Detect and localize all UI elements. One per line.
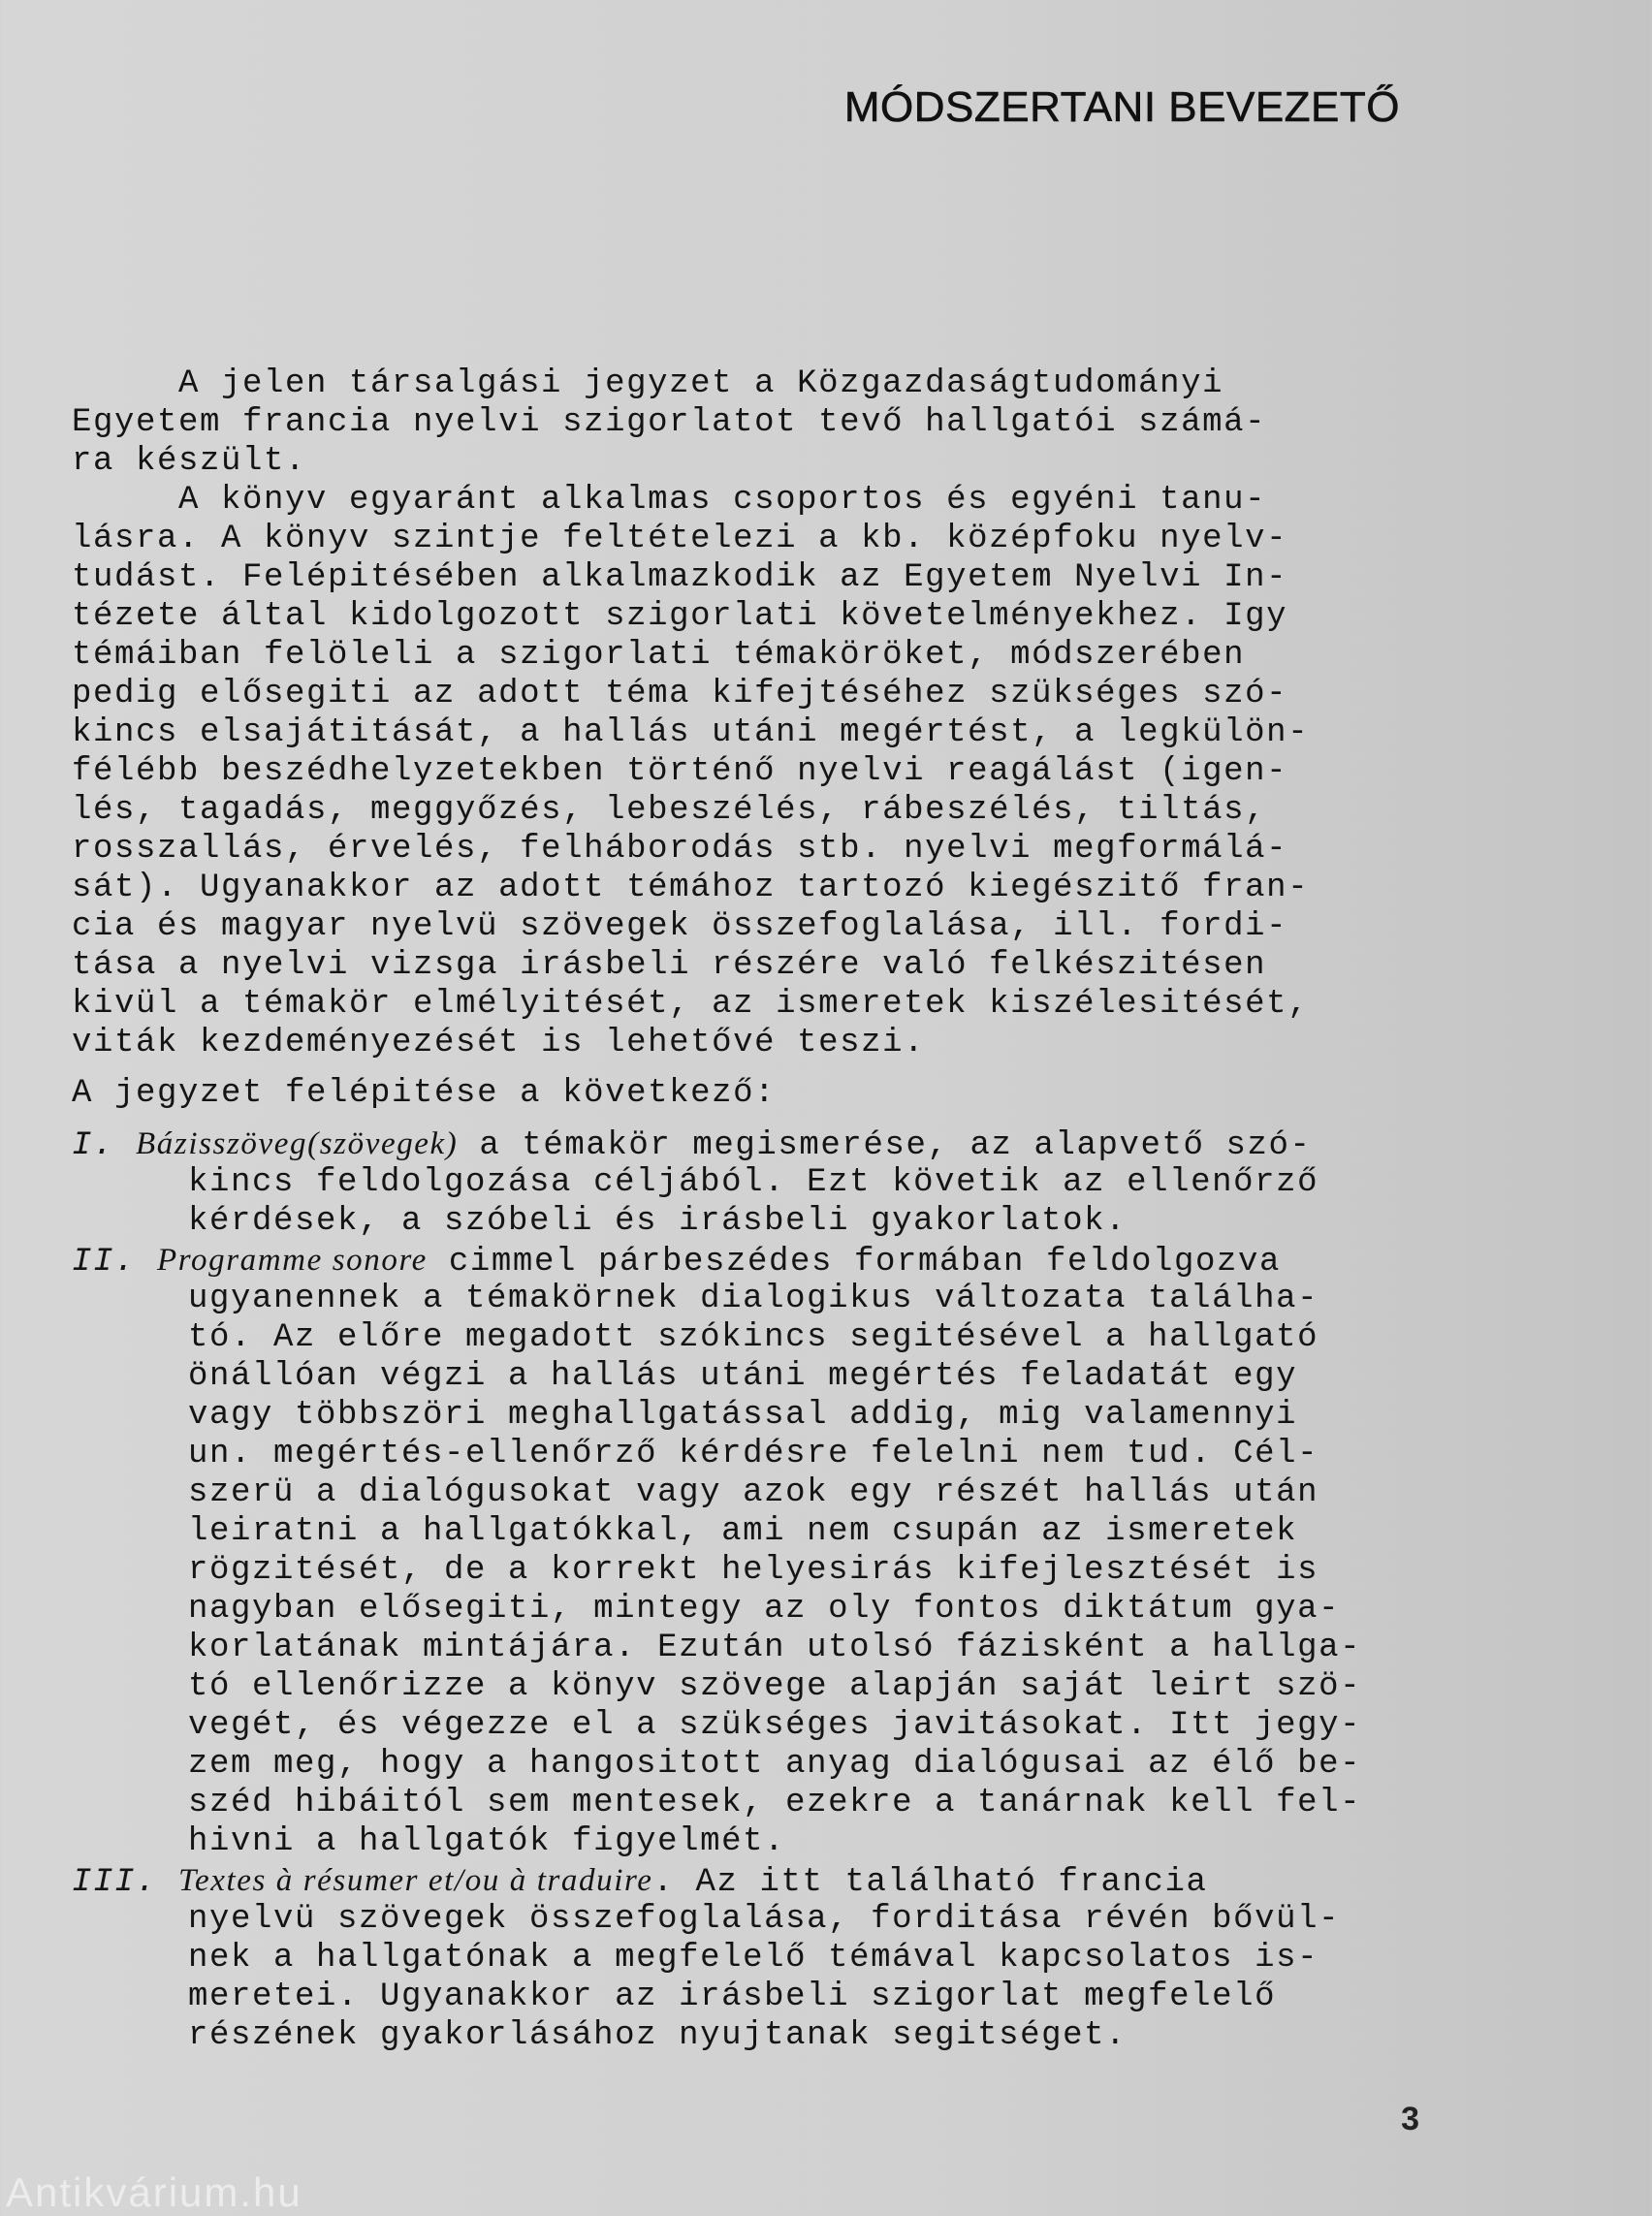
text-line: sát). Ugyanakkor az adott témához tartozó kiegészitő fran- [72,870,1310,906]
text-line: kincs feldolgozása céljából. Ezt követik az ellenőrző [188,1164,1319,1201]
text-line: nek a hallgatónak a megfelelő témával kapcsolatos is- [188,1940,1319,1977]
list-item-title: Programme sonore [157,1243,428,1278]
text-line: félébb beszédhelyzetekben történő nyelvi reagálást (igen- [72,753,1288,790]
text-line: vagy többszöri meghallgatással addig, mig valamennyi [188,1397,1298,1434]
text-line: viták kezdeményezését is lehetővé teszi. [72,1025,926,1061]
text-line: rögzitését, de a korrekt helyesirás kifejlesztését is [188,1552,1319,1589]
list-item-text: . Az itt található francia [652,1864,1208,1901]
body-text [72,364,1468,2055]
list-marker: I. [72,1127,115,1164]
text-line: tudást. Felépitésében alkalmazkodik az Egyetem Nyelvi In- [72,559,1288,596]
list-item-first-line [72,1241,1468,1280]
text-line: témáiban felöleli a szigorlati témaköröket, módszerében [72,637,1246,674]
text-line: kincs elsajátitását, a hallás utáni megértést, a legkülön- [72,714,1310,751]
list-item-title: Textes à résumer et/ou à traduire [178,1863,653,1898]
text-line: Egyetem francia nyelvi szigorlatot tevő hallgatói számá- [72,404,1267,441]
list-marker: III. [72,1864,158,1901]
text-line: un. megértés-ellenőrző kérdésre felelni nem tud. Cél- [188,1436,1319,1472]
page-title: MÓDSZERTANI BEVEZETŐ [843,83,1400,131]
list-item-textes [72,1861,1468,2055]
intro-paragraph [72,364,1468,481]
list-item-bazisszoveg [72,1124,1468,1241]
text-line: részének gyakorlásához nyujtanak segitséget. [188,2017,1128,2054]
text-line: hivni a hallgatók figyelmét. [188,1823,786,1860]
list-item-text: cimmel párbeszédes formában feldolgozva [427,1244,1282,1281]
text-line: tézete által kidolgozott szigorlati követelményekhez. Igy [72,598,1288,635]
text-line: kérdések, a szóbeli és irásbeli gyakorlatok. [188,1203,1128,1240]
list-item-text: a témakör megismerése, az alapvető szó- [458,1127,1312,1164]
text-line: ugyanennek a témakörnek dialogikus változata találha- [188,1281,1319,1317]
text-line: A jelen társalgási jegyzet a Közgazdaságtudományi [178,365,1224,402]
text-line: korlatának mintájára. Ezután utolsó fázisként a hallga- [188,1630,1362,1666]
text-line: ra készült. [72,443,307,480]
text-line: nagyban elősegiti, mintegy az oly fontos diktátum gya- [188,1591,1341,1628]
watermark: Antikvárium.hu [6,2169,302,2215]
text-line: szerü a dialógusokat vagy azok egy részét hallás után [188,1474,1319,1511]
list-item-first-line [72,1124,1468,1163]
text-line: zem meg, hogy a hangositott anyag dialógusai az élő be- [188,1746,1362,1783]
text-line: rosszallás, érvelés, felháborodás stb. nyelvi megformálá- [72,831,1288,868]
text-line: leiratni a hallgatókkal, ami nem csupán az ismeretek [188,1513,1298,1550]
text-line: lásra. A könyv szintje feltételezi a kb. középfoku nyelv- [72,521,1288,557]
list-item-title: Bázisszöveg(szövegek) [136,1126,459,1161]
description-paragraph [72,481,1468,1062]
structure-heading: A jegyzet felépitése a következő: [72,1075,777,1112]
text-line: nyelvü szövegek összefoglalása, forditása révén bővül- [188,1901,1341,1938]
page-number: 3 [1401,2101,1419,2137]
text-line: tása a nyelvi vizsga irásbeli részére való felkészitésen [72,947,1267,984]
list-item-programme-sonore [72,1241,1468,1861]
text-line: tó. Az előre megadott szókincs segitésével a hallgató [188,1319,1319,1356]
text-line: önállóan végzi a hallás utáni megértés feladatát egy [188,1358,1298,1395]
text-line: A könyv egyaránt alkalmas csoportos és egyéni tanu- [178,482,1267,519]
text-line: kivül a témakör elmélyitését, az ismeretek kiszélesitését, [72,986,1310,1023]
text-line: széd hibáitól sem mentesek, ezekre a tanárnak kell fel- [188,1785,1362,1821]
text-line: vegét, és végezze el a szükséges javitásokat. Itt jegy- [188,1707,1362,1744]
text-line: meretei. Ugyanakkor az irásbeli szigorlat megfelelő [188,1979,1277,2015]
text-line: pedig elősegiti az adott téma kifejtéséhez szükséges szó- [72,676,1288,712]
text-line: cia és magyar nyelvü szövegek összefoglalása, ill. fordi- [72,908,1288,945]
list-marker: II. [72,1244,137,1281]
list-item-first-line [72,1861,1468,1900]
text-line: tó ellenőrizze a könyv szövege alapján saját leirt szö- [188,1668,1362,1705]
text-line: lés, tagadás, meggyőzés, lebeszélés, rábeszélés, tiltás, [72,792,1267,829]
